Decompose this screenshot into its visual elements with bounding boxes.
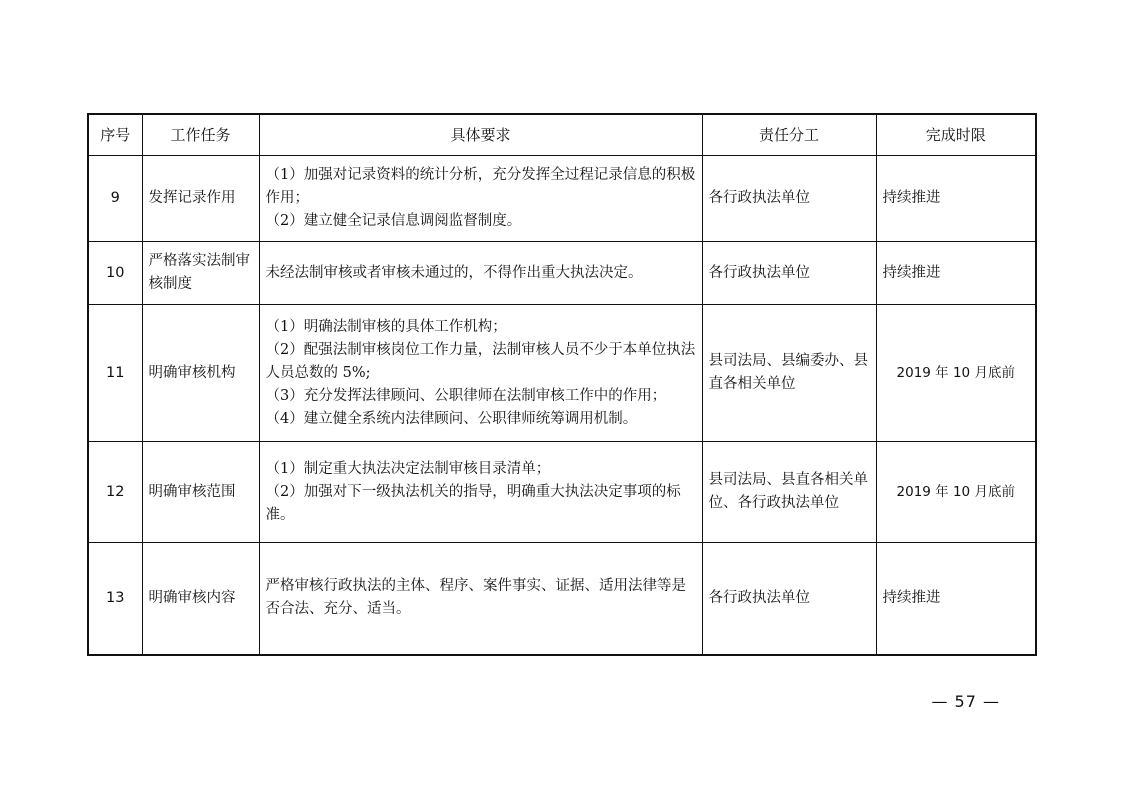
header-responsibility: 责任分工 [702, 114, 876, 156]
row-task: 明确审核范围 [142, 442, 259, 543]
requirement-line: （3）充分发挥法律顾问、公职律师在法制审核工作中的作用； [265, 387, 667, 404]
table-row [88, 442, 1036, 543]
table-row [88, 543, 1036, 655]
row-deadline: 持续推进 [876, 543, 1036, 655]
row-task: 严格落实法制审核制度 [142, 242, 259, 305]
header-requirements: 具体要求 [259, 114, 702, 156]
header-task: 工作任务 [142, 114, 259, 156]
requirement-line: （1）明确法制审核的具体工作机构； [265, 318, 507, 335]
row-deadline: 2019 年 10 月底前 [876, 442, 1036, 543]
row-responsibility: 各行政执法单位 [702, 156, 876, 242]
row-deadline: 2019 年 10 月底前 [876, 305, 1036, 442]
row-seq: 10 [88, 242, 142, 305]
row-responsibility: 各行政执法单位 [702, 242, 876, 305]
table-row [88, 305, 1036, 442]
table-header-row [88, 114, 1036, 156]
requirement-line: （1）加强对记录资料的统计分析，充分发挥全过程记录信息的积极作用； [265, 167, 696, 206]
row-requirements [259, 305, 702, 442]
row-seq: 13 [88, 543, 142, 655]
header-seq: 序号 [88, 114, 142, 156]
row-requirements [259, 442, 702, 543]
row-task: 明确审核内容 [142, 543, 259, 655]
row-responsibility: 县司法局、县直各相关单位、各行政执法单位 [702, 442, 876, 543]
header-deadline: 完成时限 [876, 114, 1036, 156]
requirement-line: （2）加强对下一级执法机关的指导，明确重大执法决定事项的标准。 [265, 483, 681, 523]
row-task: 发挥记录作用 [142, 156, 259, 242]
row-seq: 12 [88, 442, 142, 543]
row-responsibility: 各行政执法单位 [702, 543, 876, 655]
row-seq: 9 [88, 156, 142, 242]
table-row [88, 242, 1036, 305]
requirement-line: 严格审核行政执法的主体、程序、案件事实、证据、适用法律等是否合法、充分、适当。 [265, 578, 686, 618]
row-seq: 11 [88, 305, 142, 442]
row-requirements [259, 543, 702, 655]
requirement-line: （1）制定重大执法决定法制审核目录清单； [265, 460, 551, 477]
page-number: — 57 — [931, 692, 1000, 711]
task-table [87, 113, 1037, 656]
table-row [88, 156, 1036, 242]
row-requirements [259, 242, 702, 305]
requirement-line: （4）建立健全系统内法律顾问、公职律师统筹调用机制。 [265, 410, 638, 427]
requirement-line: （2）建立健全记录信息调阅监督制度。 [265, 213, 522, 229]
requirement-line: （2）配强法制审核岗位工作力量，法制审核人员不少于本单位执法人员总数的 5%; [265, 341, 696, 381]
row-responsibility: 县司法局、县编委办、县直各相关单位 [702, 305, 876, 442]
row-deadline: 持续推进 [876, 156, 1036, 242]
row-requirements [259, 156, 702, 242]
requirement-line: 未经法制审核或者审核未通过的，不得作出重大执法决定。 [265, 264, 643, 281]
row-task: 明确审核机构 [142, 305, 259, 442]
row-deadline: 持续推进 [876, 242, 1036, 305]
